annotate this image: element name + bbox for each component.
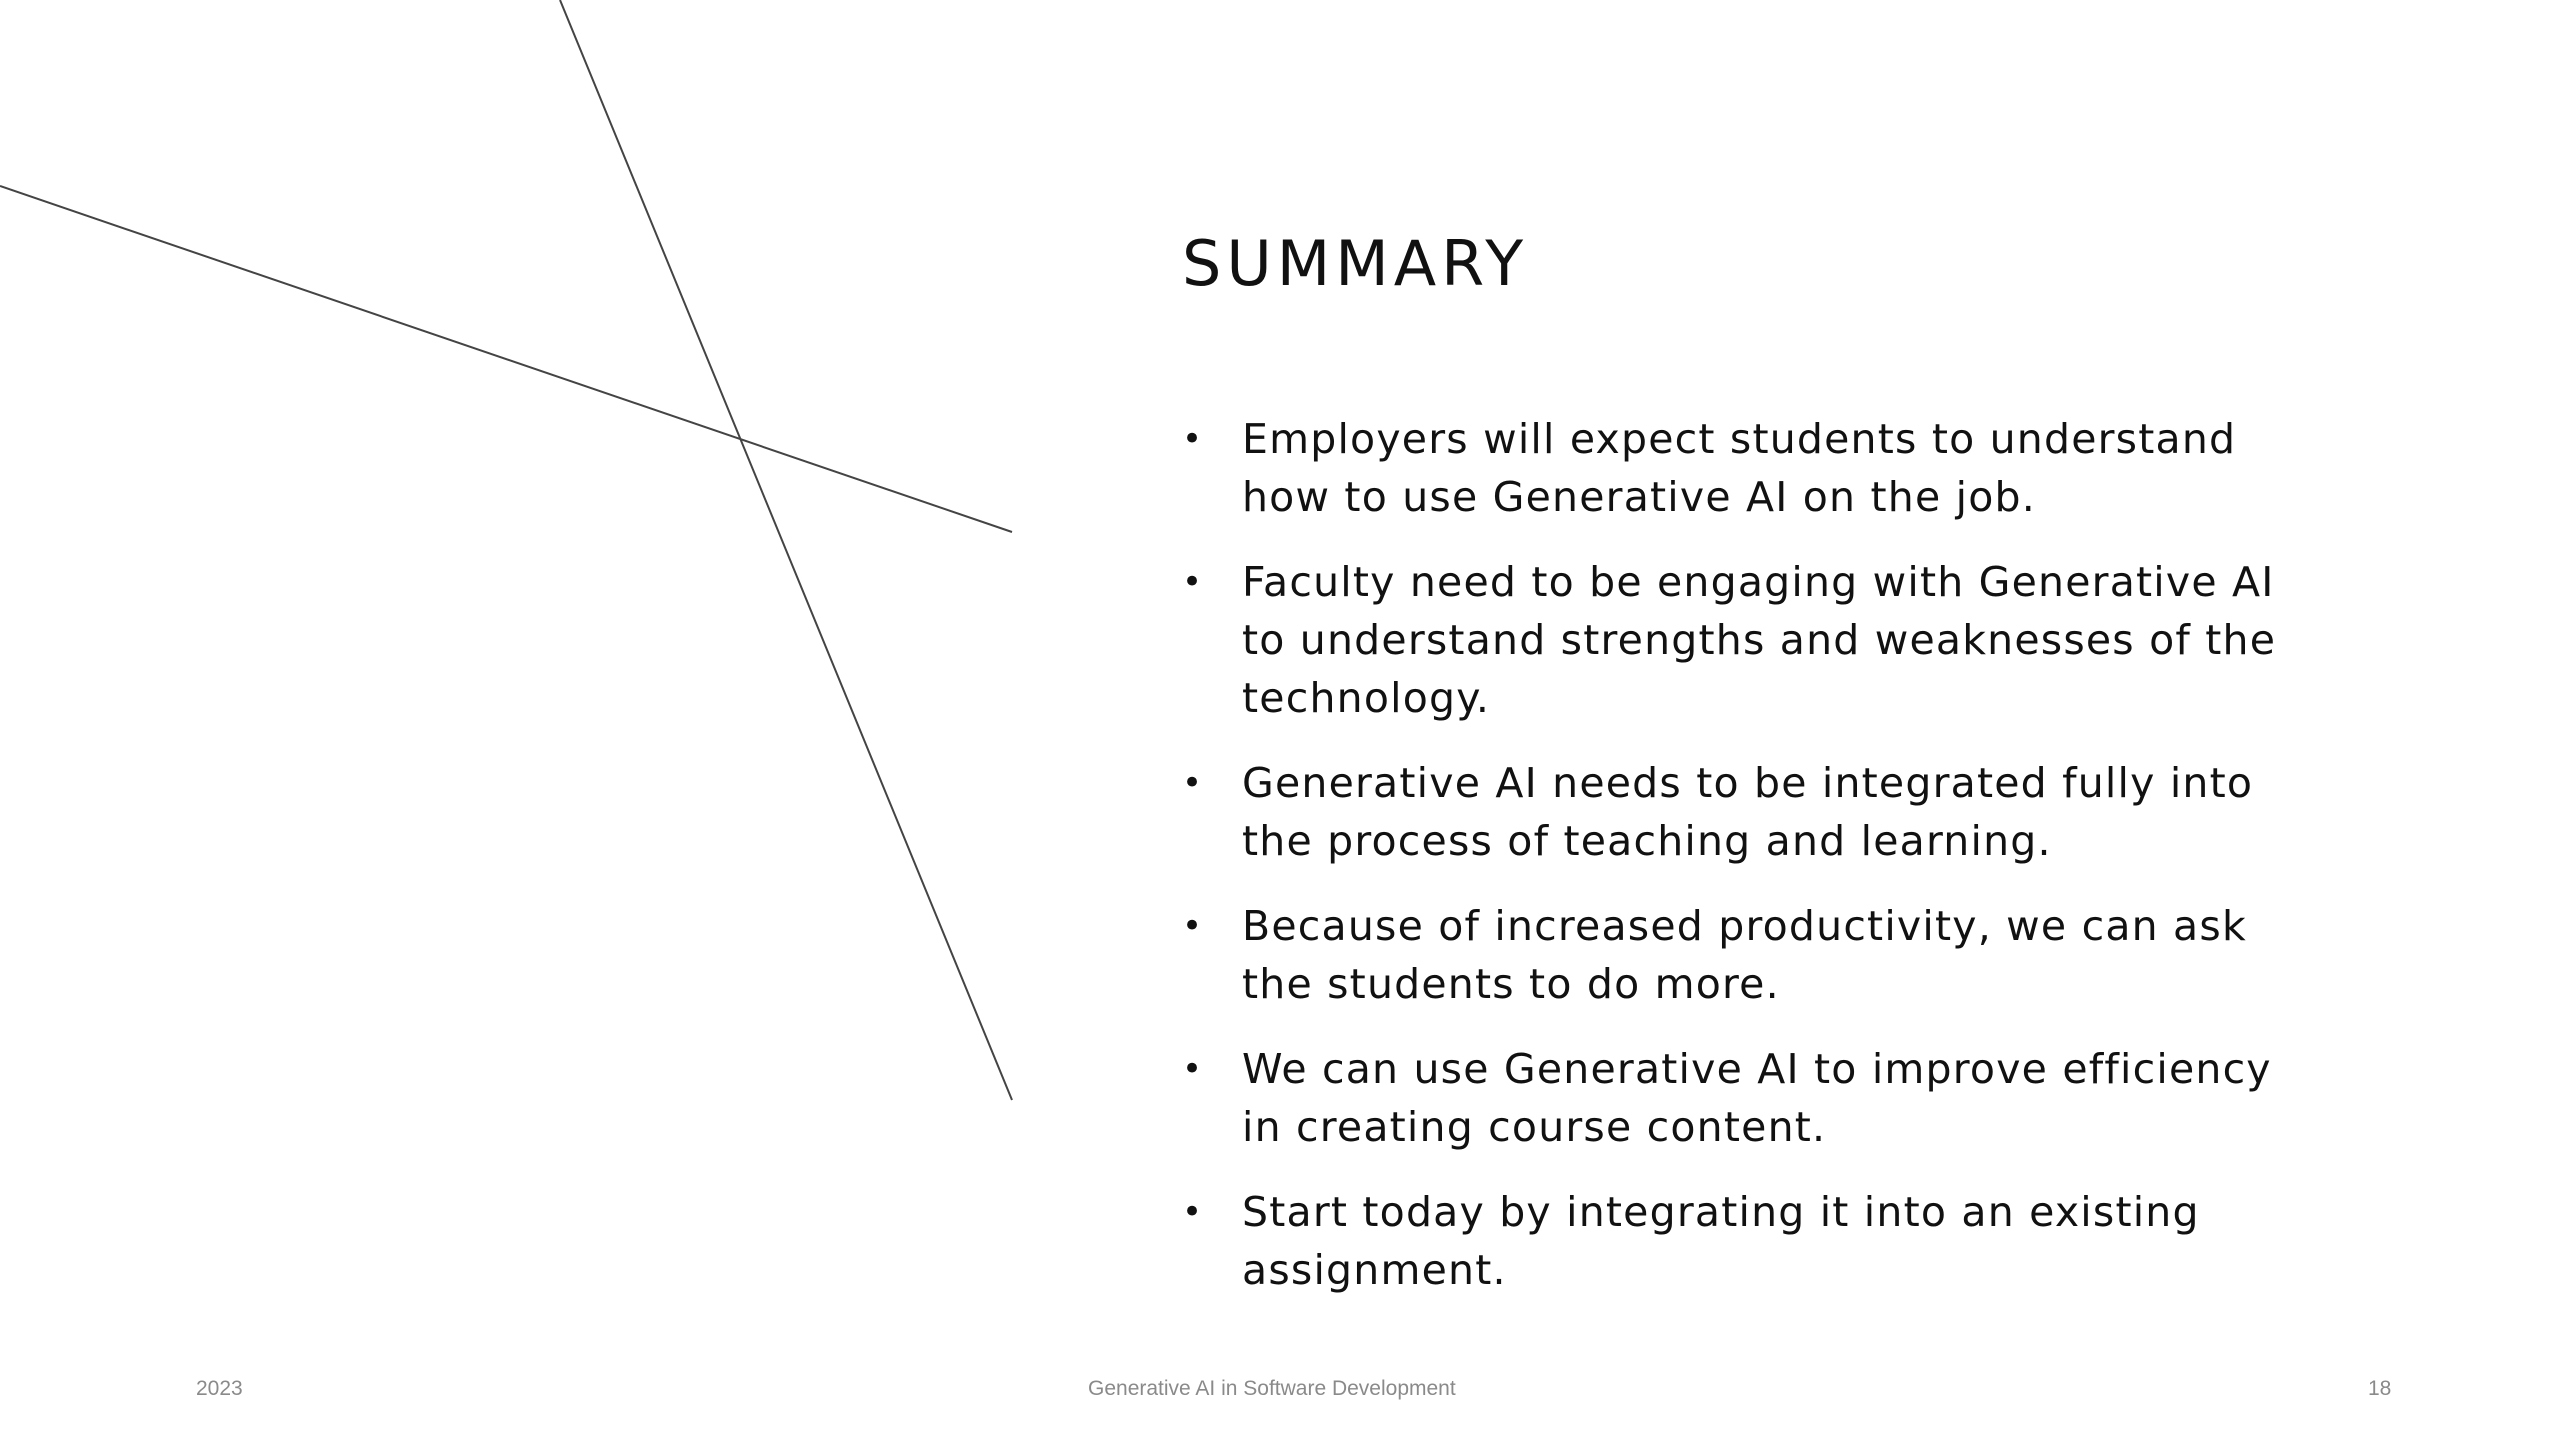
bullet-item <box>1182 410 2282 526</box>
bullet-text: Generative AI needs to be integrated fully into the process of teaching and learning. <box>1242 759 2254 865</box>
bullet-item <box>1182 1040 2282 1156</box>
slide-title: SUMMARY <box>1182 227 1529 300</box>
bullet-text: Faculty need to be engaging with Generative AI to understand strengths and weaknesses of the technology. <box>1242 558 2277 722</box>
footer-year: 2023 <box>196 1377 243 1400</box>
bullet-item <box>1182 1183 2282 1299</box>
bullet-marker: • <box>1182 562 1204 602</box>
bullet-text: Start today by integrating it into an existing assignment. <box>1242 1188 2200 1294</box>
footer-presentation-title: Generative AI in Software Development <box>1088 1377 1456 1400</box>
bullet-item <box>1182 553 2282 727</box>
bullet-list <box>1182 410 2282 1326</box>
bullet-marker: • <box>1182 763 1204 803</box>
bullet-item <box>1182 897 2282 1013</box>
bullet-text: Employers will expect students to understand how to use Generative AI on the job. <box>1242 415 2237 521</box>
bullet-text: We can use Generative AI to improve efficiency in creating course content. <box>1242 1045 2272 1151</box>
bullet-marker: • <box>1182 1049 1204 1089</box>
bullet-marker: • <box>1182 906 1204 946</box>
bullet-item <box>1182 754 2282 870</box>
decorative-line-shallow <box>0 186 1012 532</box>
decorative-line-steep <box>560 0 1012 1100</box>
bullet-text: Because of increased productivity, we can ask the students to do more. <box>1242 902 2247 1008</box>
bullet-marker: • <box>1182 1192 1204 1232</box>
footer-page-number: 18 <box>2368 1377 2392 1400</box>
bullet-marker: • <box>1182 419 1204 459</box>
